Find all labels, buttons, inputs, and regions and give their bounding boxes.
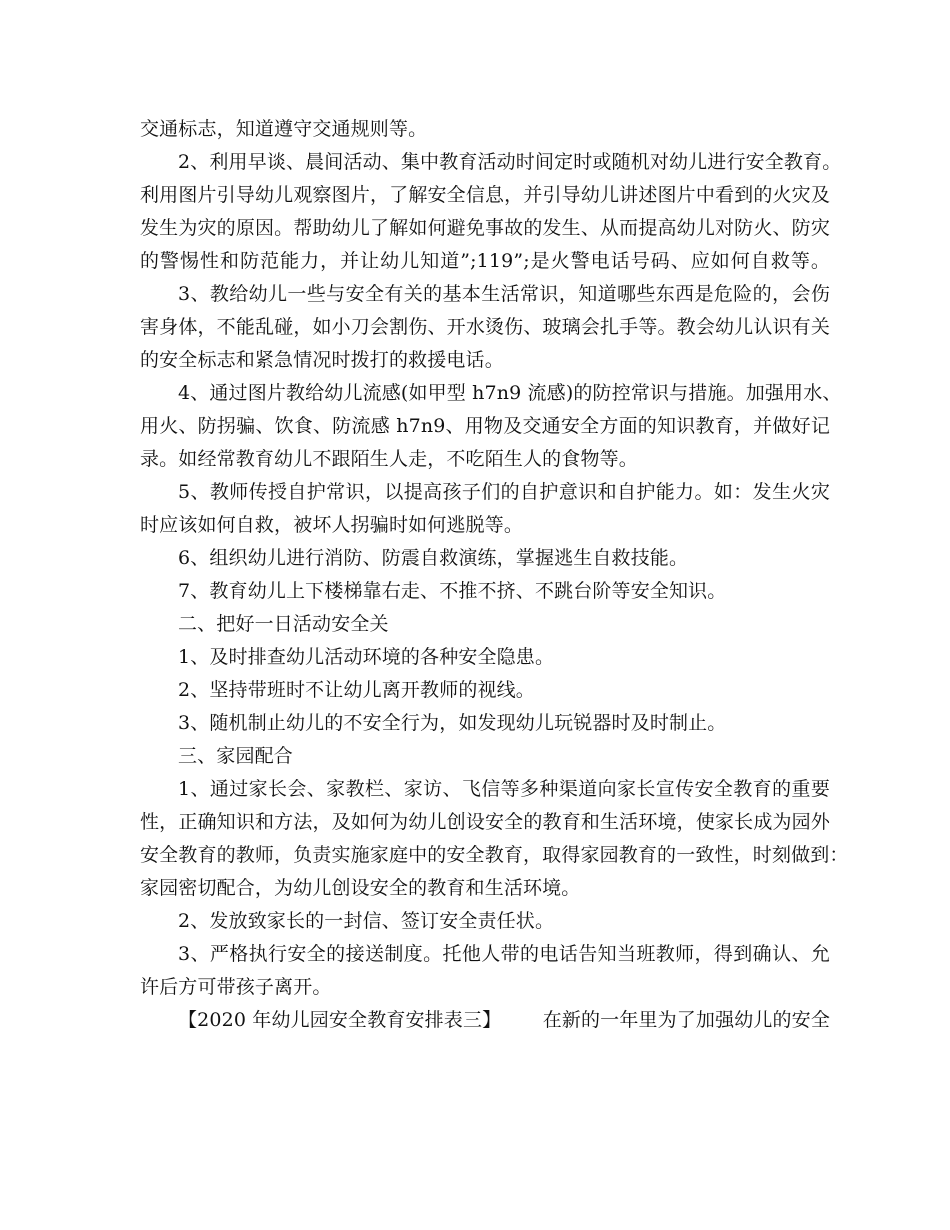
plan-heading: 【2020 年幼儿园安全教育安排表三】 — [178, 1009, 502, 1031]
paragraph-line: 3、教给幼儿一些与安全有关的基本生活常识，知道哪些东西是危险的，会伤 — [178, 283, 830, 305]
section-heading: 二、把好一日活动安全关 — [178, 613, 389, 635]
paragraph-line: 3、随机制止幼儿的不安全行为，如发现幼儿玩锐器时及时制止。 — [178, 712, 727, 734]
intro-text: 在新的一年里为了加强幼儿的安全 — [542, 1009, 830, 1031]
paragraph-line: 性，正确知识和方法，及如何为幼儿创设安全的教育和生活环境，使家长成为园外 — [140, 811, 830, 833]
paragraph-line: 录。如经常教育幼儿不跟陌生人走，不吃陌生人的食物等。 — [140, 448, 638, 470]
paragraph-line: 利用图片引导幼儿观察图片，了解安全信息，并引导幼儿讲述图片中看到的火灾及 — [140, 184, 830, 206]
paragraph-line: 2、发放致家长的一封信、签订安全责任状。 — [178, 910, 555, 932]
paragraph-line: 的警惕性和防范能力，并让幼儿知道”;119”;是火警电话号码、应如何自救等。 — [140, 250, 830, 272]
paragraph-line: 1、通过家长会、家教栏、家访、飞信等多种渠道向家长宣传安全教育的重要 — [178, 778, 830, 800]
paragraph-line: 发生为灾的原因。帮助幼儿了解如何避免事故的发生、从而提高幼儿对防火、防灾 — [140, 217, 830, 239]
section-heading: 三、家园配合 — [178, 745, 293, 767]
paragraph-line: 3、严格执行安全的接送制度。托他人带的电话告知当班教师，得到确认、允 — [178, 943, 830, 965]
paragraph-line: 1、及时排查幼儿活动环境的各种安全隐患。 — [178, 646, 555, 668]
paragraph-line: 5、教师传授自护常识，以提高孩子们的自护意识和自护能力。如：发生火灾 — [178, 481, 830, 503]
paragraph-line: 许后方可带孩子离开。 — [140, 976, 332, 998]
paragraph-line: 的安全标志和紧急情况时拨打的救援电话。 — [140, 349, 504, 371]
paragraph-line: 4、通过图片教给幼儿流感(如甲型 h7n9 流感)的防控常识与措施。加强用水、 — [178, 382, 842, 404]
paragraph-line: 家园密切配合，为幼儿创设安全的教育和生活环境。 — [140, 877, 581, 899]
paragraph-line: 安全教育的教师，负责实施家庭中的安全教育，取得家园教育的一致性，时刻做到： — [140, 844, 849, 866]
paragraph-line: 交通标志，知道遵守交通规则等。 — [140, 118, 428, 140]
paragraph-line: 用火、防拐骗、饮食、防流感 h7n9、用物及交通安全方面的知识教育，并做好记 — [140, 415, 830, 437]
paragraph-line: 6、组织幼儿进行消防、防震自救演练，掌握逃生自救技能。 — [178, 547, 689, 569]
paragraph-line: 2、利用早谈、晨间活动、集中教育活动时间定时或随机对幼儿进行安全教育。 — [178, 151, 842, 173]
final-line — [140, 1004, 830, 1037]
paragraph-line: 害身体，不能乱碰，如小刀会割伤、开水烫伤、玻璃会扎手等。教会幼儿认识有关 — [140, 316, 830, 338]
paragraph-line: 时应该如何自救，被坏人拐骗时如何逃脱等。 — [140, 514, 524, 536]
paragraph-line: 7、教育幼儿上下楼梯靠右走、不推不挤、不跳台阶等安全知识。 — [178, 580, 727, 602]
paragraph-line: 2、坚持带班时不让幼儿离开教师的视线。 — [178, 679, 535, 701]
document-body — [140, 113, 849, 1037]
